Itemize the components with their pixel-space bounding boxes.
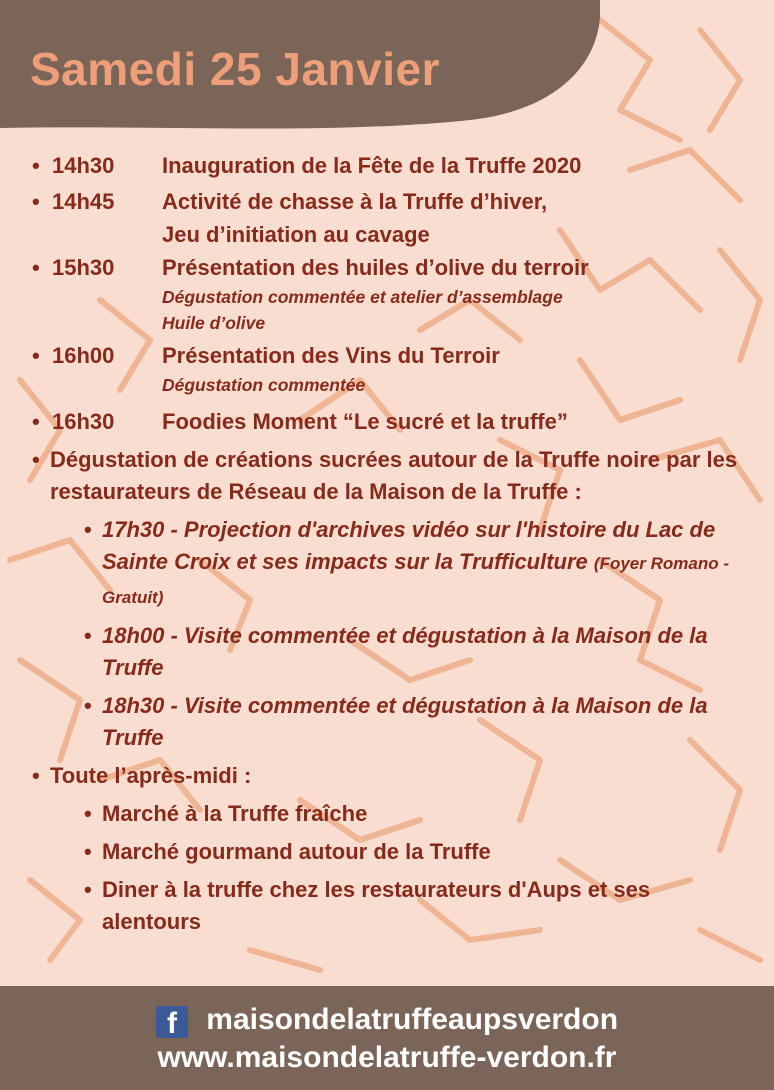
schedule-time: 14h30 — [52, 153, 115, 178]
afternoon-item — [32, 874, 742, 938]
bullet: • — [32, 255, 40, 280]
afternoon-item-text: Marché gourmand autour de la Truffe — [102, 839, 491, 864]
event-text: 17h30 - Projection d'archives vidéo sur l'histoire du Lac de Sainte Croix et ses impacts sur la Trufficulture — [102, 517, 716, 574]
bullet: • — [32, 153, 40, 178]
schedule-item — [32, 340, 742, 372]
schedule-label: Foodies Moment “Le sucré et la truffe” — [162, 409, 568, 434]
afternoon-list — [32, 798, 742, 938]
event-note: (Foyer Romano - Gratuit) — [102, 554, 729, 607]
bullet: • — [32, 343, 40, 368]
bullet: • — [84, 877, 92, 902]
bullet: • — [32, 189, 40, 214]
schedule-label: Présentation des huiles d’olive du terroir — [162, 255, 589, 280]
event-text: 18h30 - Visite commentée et dégustation à la Maison de la Truffe — [102, 693, 708, 750]
schedule-time: 16h00 — [52, 343, 115, 368]
schedule-time: 16h30 — [52, 409, 115, 434]
afternoon-item — [32, 836, 742, 868]
event-text: 18h00 - Visite commentée et dégustation à la Maison de la Truffe — [102, 623, 708, 680]
afternoon-heading-item — [32, 760, 742, 792]
schedule-label: Inauguration de la Fête de la Truffe 2020 — [162, 153, 582, 178]
page-title: Samedi 25 Janvier — [30, 43, 440, 95]
schedule-item — [32, 252, 742, 284]
schedule-item — [32, 186, 742, 218]
schedule-detail: Dégustation commentée et atelier d’assemblage — [162, 287, 563, 307]
schedule-detail: Huile d’olive — [162, 313, 266, 333]
event-item — [32, 620, 742, 684]
afternoon-heading: Toute l’après-midi : — [50, 763, 252, 788]
event-item — [32, 514, 742, 614]
schedule-detail: Dégustation commentée — [162, 375, 366, 395]
bullet: • — [84, 623, 92, 648]
bullet: • — [32, 409, 40, 434]
schedule-continuation: Jeu d’initiation au cavage — [162, 222, 430, 247]
bullet: • — [84, 517, 92, 542]
facebook-link[interactable] — [0, 1002, 774, 1038]
schedule-label: Présentation des Vins du Terroir — [162, 343, 500, 368]
bullet: • — [84, 693, 92, 718]
bullet: • — [84, 839, 92, 864]
schedule-time: 14h45 — [52, 189, 115, 214]
schedule-label: Activité de chasse à la Truffe d’hiver, — [162, 189, 548, 214]
degustation-sublist — [32, 514, 742, 754]
afternoon-item-text: Marché à la Truffe fraîche — [102, 801, 368, 826]
afternoon-item-text: Diner à la truffe chez les restaurateurs d'Aups et ses alentours — [102, 877, 651, 934]
footer — [0, 986, 774, 1090]
afternoon-item — [32, 798, 742, 830]
website-link[interactable]: www.maisondelatruffe-verdon.fr — [157, 1041, 617, 1074]
bullet: • — [32, 447, 40, 472]
facebook-icon: f — [156, 1006, 188, 1038]
schedule-item — [32, 150, 742, 182]
degustation-text: Dégustation de créations sucrées autour de la Truffe noire par les restaurateurs de Réseau de la Maison de la Truffe : — [50, 447, 738, 504]
schedule-item — [32, 406, 742, 438]
bullet: • — [84, 801, 92, 826]
degustation-paragraph — [32, 444, 742, 508]
schedule-time: 15h30 — [52, 255, 115, 280]
bullet: • — [32, 763, 40, 788]
program-list — [32, 150, 742, 944]
facebook-handle: maisondelatruffeaupsverdon — [206, 1003, 619, 1036]
event-item — [32, 690, 742, 754]
